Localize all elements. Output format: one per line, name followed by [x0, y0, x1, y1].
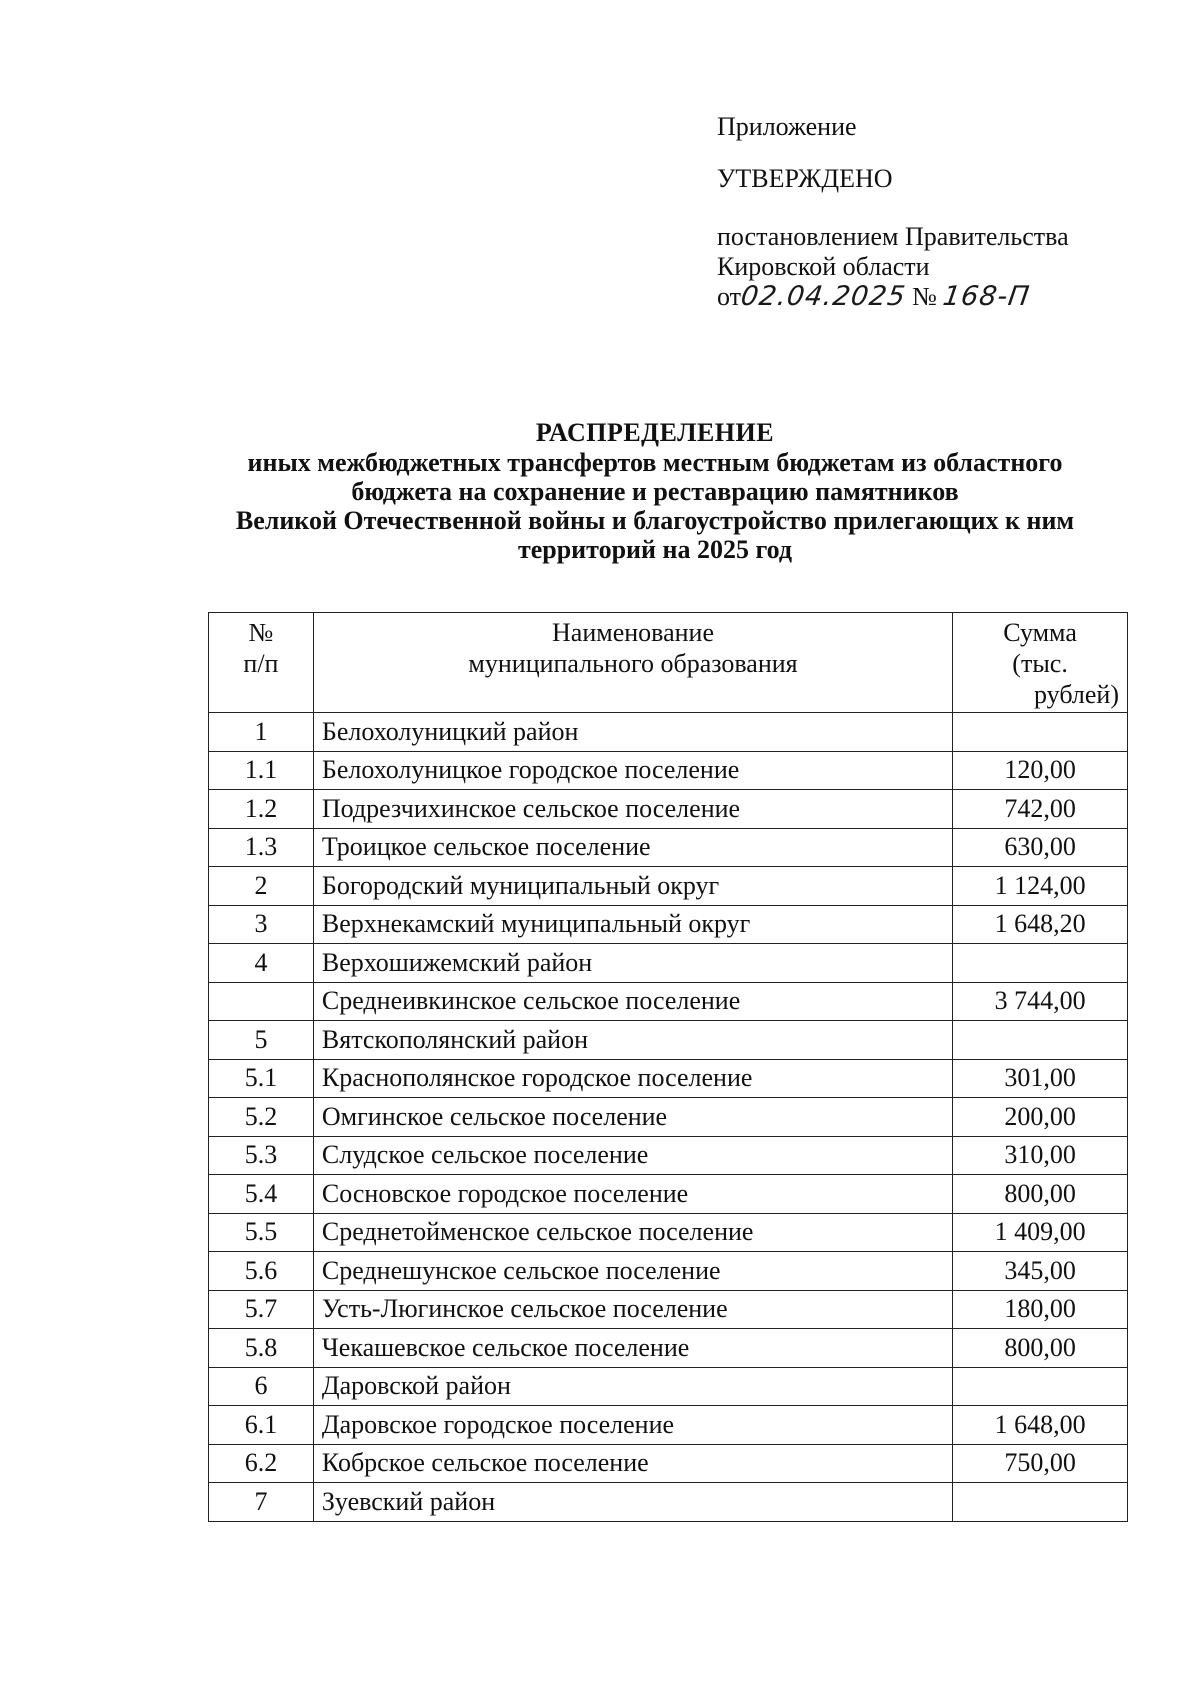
row-sum: 301,00: [953, 1059, 1128, 1098]
row-sum: 200,00: [953, 1098, 1128, 1137]
title-line-1: иных межбюджетных трансфертов местным бюджетам из областного: [247, 448, 1063, 477]
row-name: Подрезчихинское сельское поселение: [313, 790, 952, 829]
row-name: Даровское городское поселение: [313, 1406, 952, 1445]
row-sum: 800,00: [953, 1329, 1128, 1368]
row-name: Даровской район: [313, 1367, 952, 1406]
row-number: 5: [209, 1021, 314, 1060]
row-sum: 120,00: [953, 751, 1128, 790]
table-row: [209, 713, 1128, 752]
row-sum: 1 409,00: [953, 1213, 1128, 1252]
row-number: 5.7: [209, 1290, 314, 1329]
distribution-table: [208, 612, 1128, 1522]
table-row: [209, 1059, 1128, 1098]
row-number: 1.1: [209, 751, 314, 790]
approval-block: [717, 112, 1069, 312]
title-line-3: Великой Отечественной войны и благоустройство прилегающих к ним: [235, 506, 1075, 535]
row-name: Среднеивкинское сельское поселение: [313, 982, 952, 1021]
table-row: [209, 944, 1128, 983]
table-row: [209, 1136, 1128, 1175]
approved-label: УТВЕРЖДЕНО: [717, 164, 893, 193]
row-name: Сосновское городское поселение: [313, 1175, 952, 1214]
row-name: Слудское сельское поселение: [313, 1136, 952, 1175]
title-line-4: территорий на 2025 год: [517, 535, 793, 564]
row-sum: 742,00: [953, 790, 1128, 829]
row-sum: 3 744,00: [953, 982, 1128, 1021]
title-main: РАСПРЕДЕЛЕНИЕ: [535, 418, 775, 447]
row-name: Краснополянское городское поселение: [313, 1059, 952, 1098]
row-name: Зуевский район: [313, 1483, 952, 1522]
row-number: 6.1: [209, 1406, 314, 1445]
table-row: [209, 867, 1128, 906]
header-num: [209, 613, 314, 713]
row-name: Верхнекамский муниципальный округ: [313, 905, 952, 944]
decree-line-2: Кировской области: [717, 252, 930, 281]
table-row: [209, 1021, 1128, 1060]
header-name: [313, 613, 952, 713]
row-number: 2: [209, 867, 314, 906]
row-number: [209, 982, 314, 1021]
handwritten-number: 168-П: [941, 281, 1033, 312]
number-sign: №: [912, 282, 937, 311]
header-sum: [953, 613, 1128, 713]
row-sum: 800,00: [953, 1175, 1128, 1214]
table-row: [209, 982, 1128, 1021]
row-sum: 750,00: [953, 1444, 1128, 1483]
row-sum: 180,00: [953, 1290, 1128, 1329]
header-name-line-2: муниципального образования: [468, 649, 798, 678]
row-name: Кобрское сельское поселение: [313, 1444, 952, 1483]
row-number: 7: [209, 1483, 314, 1522]
table-row: [209, 1098, 1128, 1137]
row-number: 5.4: [209, 1175, 314, 1214]
row-sum: [953, 944, 1128, 983]
row-number: 1: [209, 713, 314, 752]
table-row: [209, 1483, 1128, 1522]
row-name: Вятскополянский район: [313, 1021, 952, 1060]
header-num-line-2: п/п: [243, 649, 279, 678]
row-sum: 310,00: [953, 1136, 1128, 1175]
row-number: 6: [209, 1367, 314, 1406]
row-sum: [953, 713, 1128, 752]
row-name: Чекашевское сельское поселение: [313, 1329, 952, 1368]
header-num-line-1: №: [248, 618, 274, 647]
table-body: [209, 713, 1128, 1522]
document-title: [150, 418, 1160, 564]
row-name: Среднешунское сельское поселение: [313, 1252, 952, 1291]
date-prefix: от: [717, 282, 742, 311]
table-row: [209, 1444, 1128, 1483]
row-name: Усть-Люгинское сельское поселение: [313, 1290, 952, 1329]
table-row: [209, 1367, 1128, 1406]
row-name: Богородский муниципальный округ: [313, 867, 952, 906]
row-sum: 345,00: [953, 1252, 1128, 1291]
decree-line-1: постановлением Правительства: [717, 222, 1069, 251]
row-number: 6.2: [209, 1444, 314, 1483]
row-sum: [953, 1021, 1128, 1060]
row-number: 5.8: [209, 1329, 314, 1368]
row-number: 4: [209, 944, 314, 983]
row-name: Верхошижемский район: [313, 944, 952, 983]
title-line-2: бюджета на сохранение и реставрацию памятников: [351, 477, 959, 506]
table-row: [209, 751, 1128, 790]
row-name: Среднетойменское сельское поселение: [313, 1213, 952, 1252]
row-number: 5.5: [209, 1213, 314, 1252]
row-sum: 1 648,00: [953, 1406, 1128, 1445]
row-sum: [953, 1367, 1128, 1406]
table-row: [209, 1213, 1128, 1252]
decree-date-line: [717, 282, 1069, 312]
header-name-line-1: Наименование: [552, 618, 714, 647]
table-row: [209, 1252, 1128, 1291]
row-sum: 1 124,00: [953, 867, 1128, 906]
table-header-row: [209, 613, 1128, 713]
table-row: [209, 1406, 1128, 1445]
table-row: [209, 1329, 1128, 1368]
row-number: 5.3: [209, 1136, 314, 1175]
row-name: Белохолуницкое городское поселение: [313, 751, 952, 790]
row-number: 1.3: [209, 828, 314, 867]
appendix-label: Приложение: [717, 112, 857, 141]
row-number: 1.2: [209, 790, 314, 829]
row-number: 5.2: [209, 1098, 314, 1137]
header-sum-line-3: рублей): [1034, 680, 1119, 709]
header-sum-line-2: (тыс.: [1012, 649, 1068, 678]
row-number: 5.1: [209, 1059, 314, 1098]
table-row: [209, 1290, 1128, 1329]
table-row: [209, 828, 1128, 867]
handwritten-date: 02.04.2025: [738, 281, 908, 312]
row-name: Троицкое сельское поселение: [313, 828, 952, 867]
row-sum: 1 648,20: [953, 905, 1128, 944]
table-row: [209, 905, 1128, 944]
table-row: [209, 1175, 1128, 1214]
table-row: [209, 790, 1128, 829]
row-name: Белохолуницкий район: [313, 713, 952, 752]
row-sum: 630,00: [953, 828, 1128, 867]
header-sum-line-1: Сумма: [1003, 618, 1077, 647]
row-number: 5.6: [209, 1252, 314, 1291]
row-number: 3: [209, 905, 314, 944]
row-name: Омгинское сельское поселение: [313, 1098, 952, 1137]
row-sum: [953, 1483, 1128, 1522]
